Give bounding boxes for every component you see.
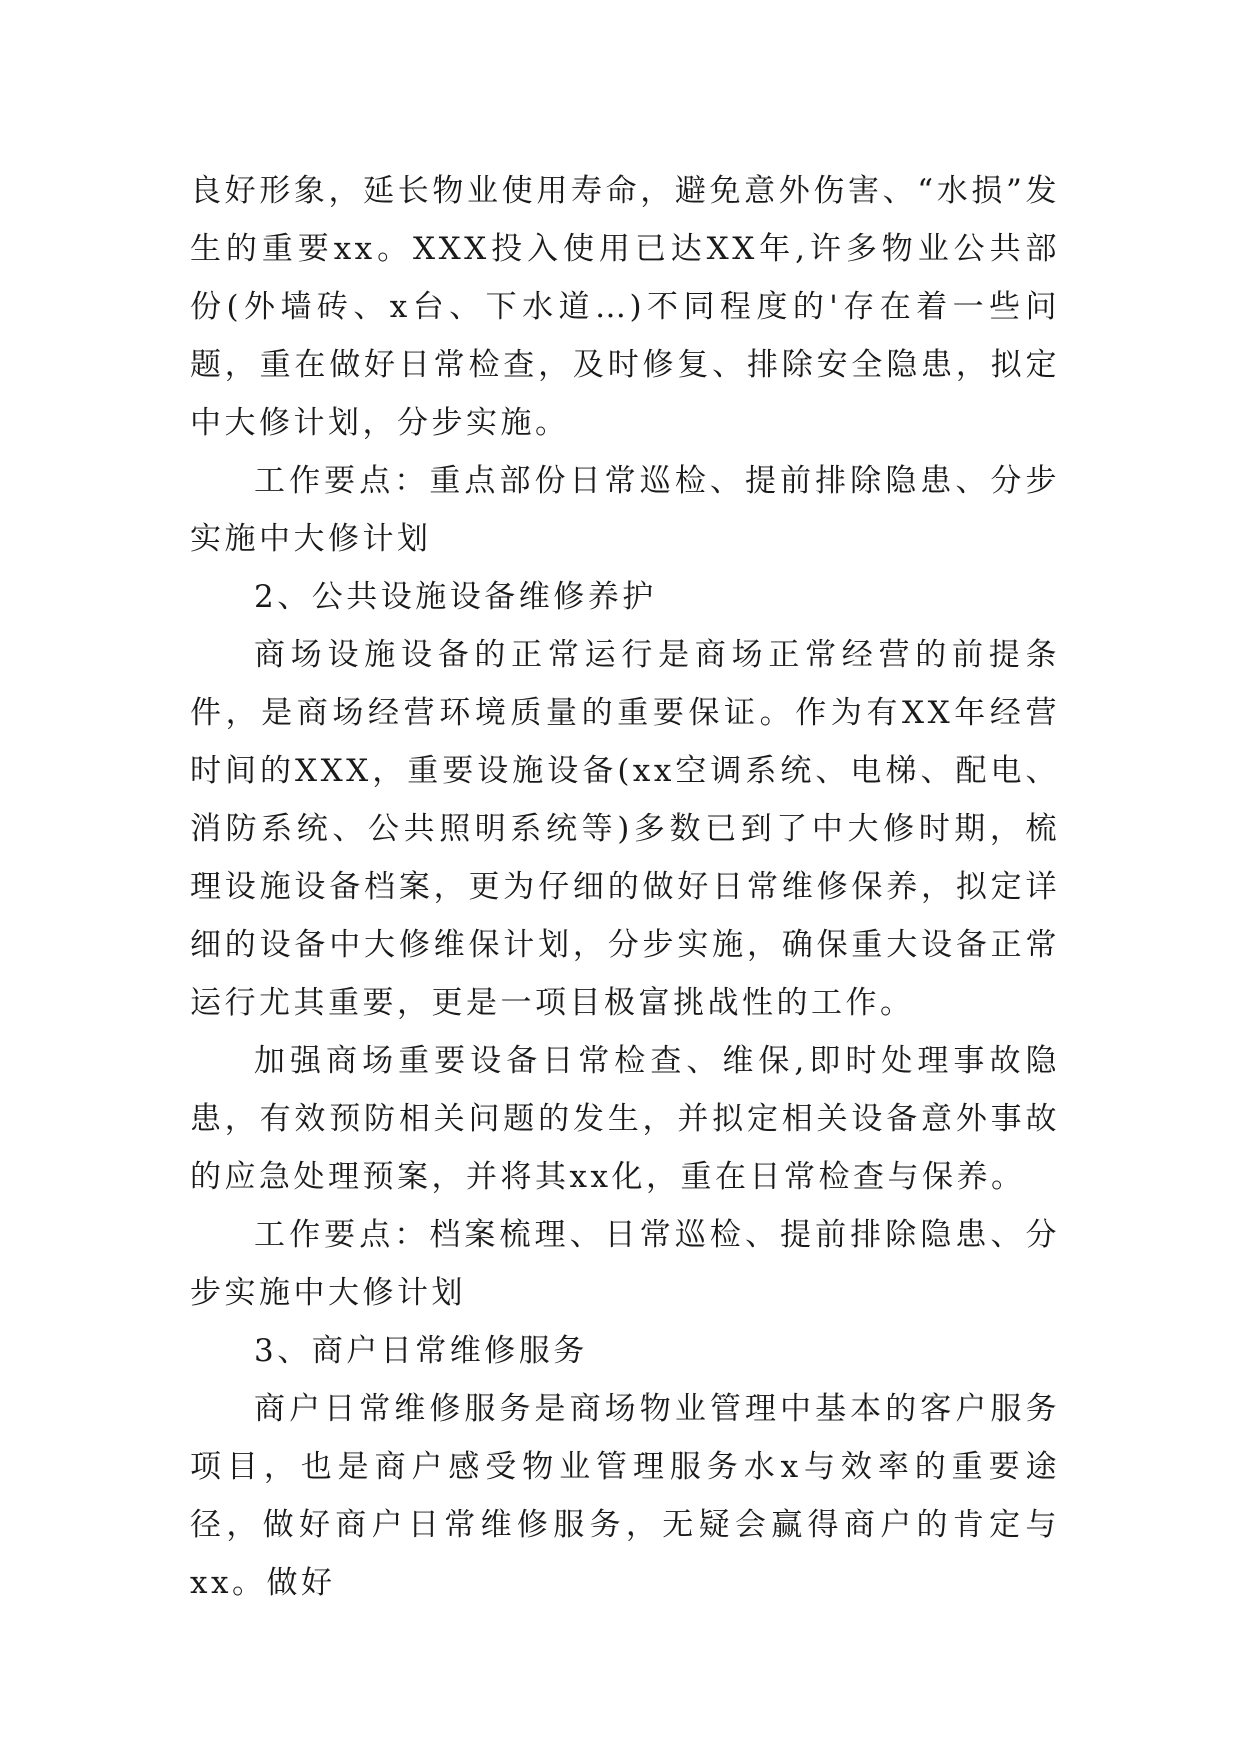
document-body xyxy=(190,162,1060,1612)
paragraph-facilities: 商场设施设备的正常运行是商场正常经营的前提条件，是商场经营环境质量的重要保证。作为有XX年经营时间的XXX，重要设施设备(xx空调系统、电梯、配电、消防系统、公共照明系统等)多数已到了中大修时期，梳理设施设备档案，更为仔细的做好日常维修保养，拟定详细的设备中大修维保计划，分步实施，确保重大设备正常运行尤其重要，更是一项目极富挑战性的工作。 xyxy=(190,637,1060,1021)
paragraph-intro: 良好形象，延长物业使用寿命，避免意外伤害、“水损”发生的重要xx。XXX投入使用已达XX年,许多物业公共部份(外墙砖、x台、下水道…)不同程度的'存在着一些问题，重在做好日常检查，及时修复、排除安全隐患，拟定中大修计划，分步实施。 xyxy=(190,173,1060,441)
section-heading-3: 3、商户日常维修服务 xyxy=(254,1333,588,1369)
paragraph-key-points-2: 工作要点：档案梳理、日常巡检、提前排除隐患、分步实施中大修计划 xyxy=(190,1217,1060,1311)
paragraph-inspection: 加强商场重要设备日常检查、维保,即时处理事故隐患，有效预防相关问题的发生，并拟定相关设备意外事故的应急处理预案，并将其xx化，重在日常检查与保养。 xyxy=(190,1043,1060,1195)
paragraph-tenant-service: 商户日常维修服务是商场物业管理中基本的客户服务项目，也是商户感受物业管理服务水x与效率的重要途径，做好商户日常维修服务，无疑会赢得商户的肯定与xx。做好 xyxy=(190,1391,1060,1601)
paragraph-key-points-1: 工作要点：重点部份日常巡检、提前排除隐患、分步实施中大修计划 xyxy=(190,463,1060,557)
section-heading-2: 2、公共设施设备维修养护 xyxy=(254,579,657,615)
